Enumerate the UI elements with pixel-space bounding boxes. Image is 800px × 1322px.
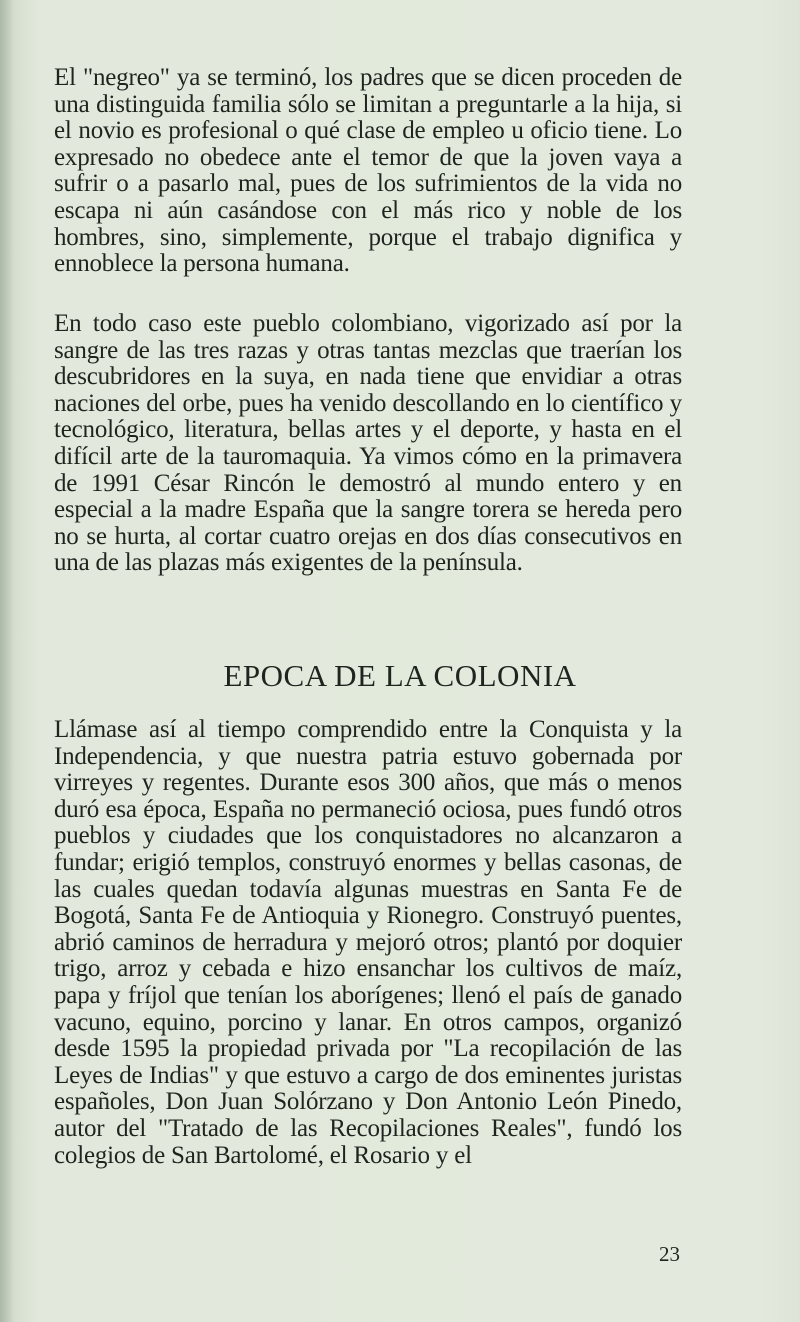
paragraph-pueblo-colombiano xyxy=(54,311,682,577)
page-number: 23 xyxy=(659,1242,680,1266)
paragraph-text: El "negreo" ya se terminó, los padres que se dicen proceden de una distinguida familia sólo se limitan a preguntarle a la hija, si el novio es profesional o qué clase de empleo u oficio tiene. Lo expresado no obedece ante el temor de que la joven vaya a sufrir o a pasarlo mal, pues de los sufrimientos de la vida no escapa ni aún casándose con el más rico y noble de los hombres, sino, simplemente, porque el trabajo dignifica y ennoblece la persona humana. xyxy=(54,64,682,278)
paragraph-text: Llámase así al tiempo comprendido entre la Conquista y la Independencia, y que nuestra patria estuvo gobernada por virreyes y regentes. Durante esos 300 años, que más o menos duró esa época, España no permaneció ociosa, pues fundó otros pueblos y ciudades que los conquistadores no alcanzaron a fundar; erigió templos, construyó enormes y bellas casonas, de las cuales quedan todavía algunas muestras en Santa Fe de Bogotá, Santa Fe de Antioquia y Rionegro. Construyó puentes, abrió caminos de herradura y mejoró otros; plantó por doquier trigo, arroz y cebada e hizo ensanchar los cultivos de maíz, papa y fríjol que tenían los aborígenes; llenó el país de ganado vacuno, equino, porcino y lanar. En otros campos, organizó desde 1595 la propiedad privada por "La recopilación de las Leyes de Indias" y que estuvo a cargo de dos eminentes juristas españoles, Don Juan Solórzano y Don Antonio León Pinedo, autor del "Tratado de las Recopilaciones Reales", fundó los colegios de San Bartolomé, el Rosario y el xyxy=(54,716,682,1169)
paragraph-epoca-colonia xyxy=(54,717,682,1169)
section-heading: EPOCA DE LA COLONIA xyxy=(223,658,577,693)
paragraph-text: En todo caso este pueblo colombiano, vigorizado así por la sangre de las tres razas y otras tantas mezclas que traerían los descubridores en la suya, en nada tiene que envidiar a otras naciones del orbe, pues ha venido descollando en lo científico y tecnológico, literatura, bellas artes y el deporte, y hasta en el difícil arte de la tauromaquia. Ya vimos cómo en la primavera de 1991 César Rincón le demostró al mundo entero y en especial a la madre España que la sangre torera se hereda pero no se hurta, al cortar cuatro orejas en dos días consecutivos en una de las plazas más exigentes de la península. xyxy=(54,310,682,577)
paragraph-negreo xyxy=(54,65,682,278)
